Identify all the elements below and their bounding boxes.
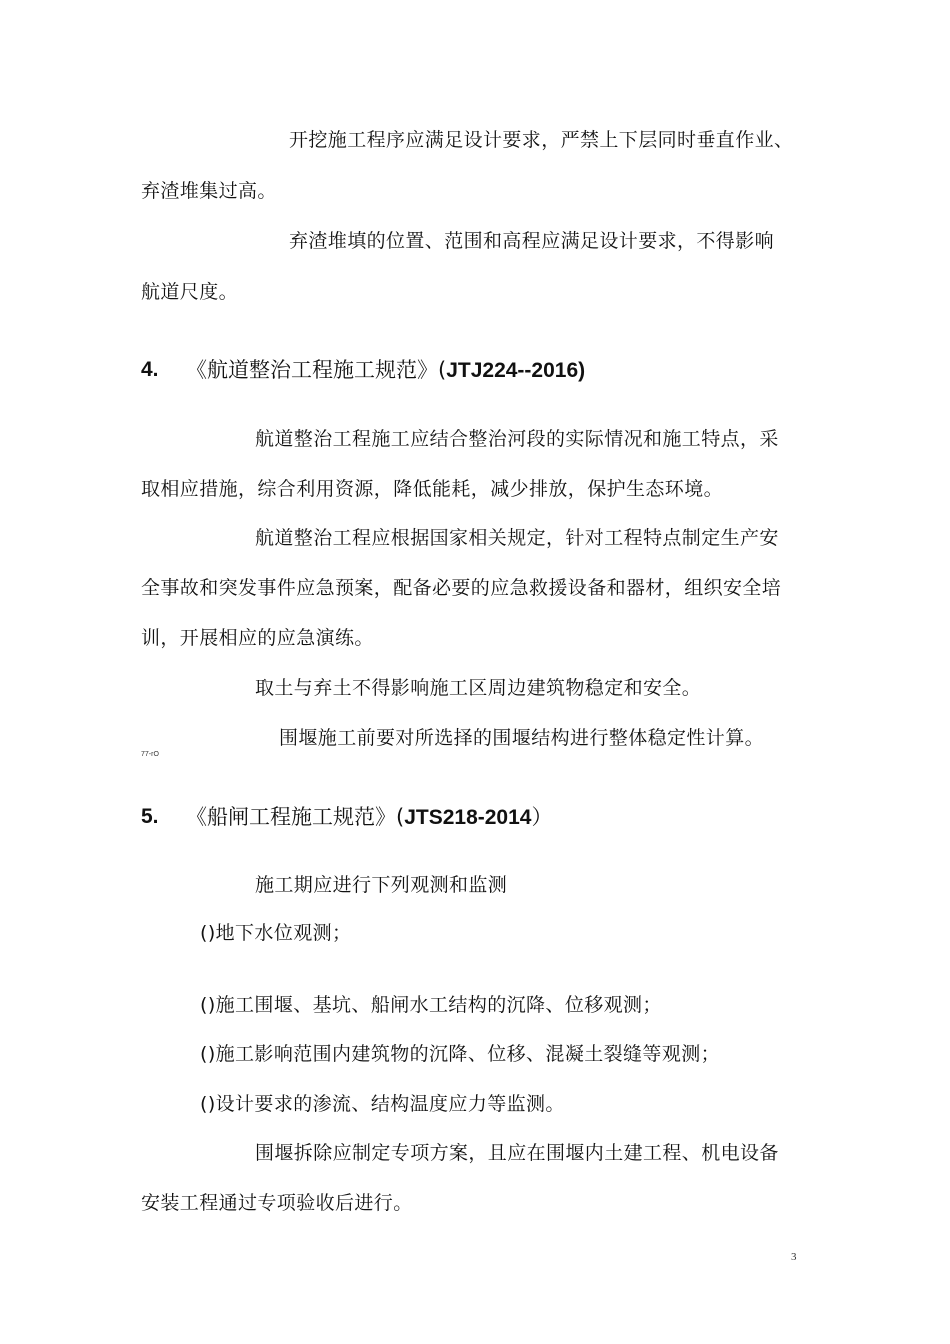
section-title: 《航道整治工程施工规范》( xyxy=(186,358,447,382)
paragraph-line: 航道整治工程应根据国家相关规定，针对工程特点制定生产安 xyxy=(255,527,779,549)
stray-mark: 77-rO xyxy=(141,751,159,758)
list-item: ()施工影响范围内建筑物的沉降、位移、混凝土裂缝等观测； xyxy=(200,1043,721,1065)
paragraph-line: 取土与弃土不得影响施工区周边建筑物稳定和安全。 xyxy=(255,677,702,699)
paragraph-line: 取相应措施，综合利用资源，降低能耗，减少排放，保护生态环境。 xyxy=(141,478,724,500)
paragraph-line: 航道整治工程施工应结合整治河段的实际情况和施工特点，采 xyxy=(255,428,779,450)
page-number: 3 xyxy=(791,1251,797,1263)
paragraph-line: 弃渣堆填的位置、范围和高程应满足设计要求，不得影响 xyxy=(289,230,775,252)
section-number: 4. xyxy=(141,358,159,381)
paragraph-line: 围堰拆除应制定专项方案，且应在围堰内土建工程、机电设备 xyxy=(255,1142,779,1164)
paragraph-line: 训，开展相应的应急演练。 xyxy=(141,627,374,649)
paragraph-line: 弃渣堆集过高。 xyxy=(141,180,277,202)
paragraph-line: 航道尺度。 xyxy=(141,281,239,303)
list-item: ()施工围堰、基坑、船闸水工结构的沉降、位移观测； xyxy=(200,994,662,1016)
list-item: ()设计要求的渗流、结构温度应力等监测。 xyxy=(200,1093,565,1115)
standard-code: JTS218-2014 xyxy=(404,806,532,829)
paragraph-line: 施工期应进行下列观测和监测 xyxy=(255,874,508,896)
paragraph-line: 开挖施工程序应满足设计要求，严禁上下层同时垂直作业、 xyxy=(289,129,794,151)
section-title: 《船闸工程施工规范》( xyxy=(186,805,405,829)
paragraph-line: 围堰施工前要对所选择的围堰结构进行整体稳定性计算。 xyxy=(279,727,765,749)
section-heading xyxy=(186,356,585,385)
list-item: ()地下水位观测； xyxy=(200,922,352,944)
section-number: 5. xyxy=(141,805,159,828)
paragraph-line: 全事故和突发事件应急预案，配备必要的应急救援设备和器材，组织安全培 xyxy=(141,577,782,599)
standard-code: JTJ224--2016) xyxy=(446,359,586,382)
section-heading xyxy=(186,803,552,832)
section-title-close: ） xyxy=(531,805,553,829)
paragraph-line: 安装工程通过专项验收后进行。 xyxy=(141,1192,413,1214)
